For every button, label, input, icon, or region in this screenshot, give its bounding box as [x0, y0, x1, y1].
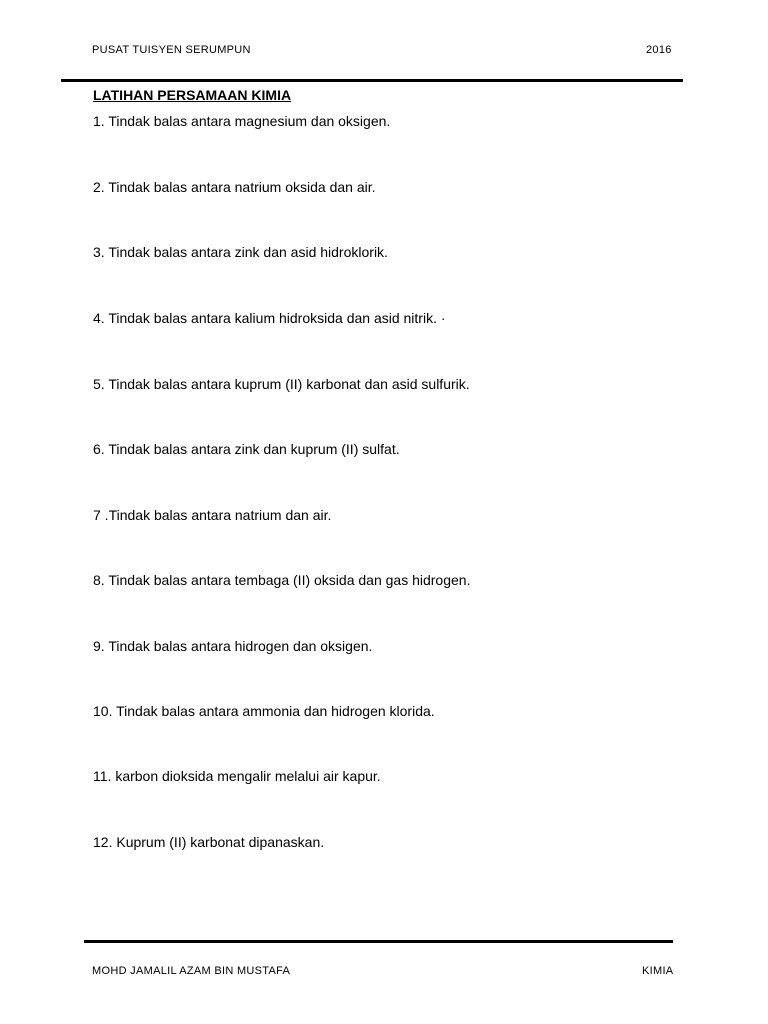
question-item-8: 8. Tindak balas antara tembaga (II) oksida dan gas hidrogen. [93, 572, 471, 588]
question-item-3: 3. Tindak balas antara zink dan asid hidroklorik. [93, 244, 388, 260]
header-divider [61, 79, 683, 82]
question-item-7: 7 .Tindak balas antara natrium dan air. [93, 507, 332, 523]
question-item-5: 5. Tindak balas antara kuprum (II) karbonat dan asid sulfurik. [93, 376, 470, 392]
footer-subject: KIMIA [642, 965, 674, 977]
footer-author: MOHD JAMALIL AZAM BIN MUSTAFA [92, 965, 291, 977]
header-institution: PUSAT TUISYEN SERUMPUN [92, 44, 251, 56]
question-item-1: 1. Tindak balas antara magnesium dan oksigen. [93, 113, 391, 129]
question-item-9: 9. Tindak balas antara hidrogen dan oksigen. [93, 638, 373, 654]
question-item-4: 4. Tindak balas antara kalium hidroksida dan asid nitrik. · [93, 310, 446, 326]
page-title: LATIHAN PERSAMAAN KIMIA [93, 87, 292, 103]
question-item-2: 2. Tindak balas antara natrium oksida dan air. [93, 179, 376, 195]
question-item-12: 12. Kuprum (II) karbonat dipanaskan. [93, 834, 325, 850]
question-item-10: 10. Tindak balas antara ammonia dan hidrogen klorida. [93, 703, 435, 719]
header-year: 2016 [646, 44, 672, 56]
footer-divider [84, 940, 673, 943]
question-item-11: 11. karbon dioksida mengalir melalui air kapur. [93, 768, 381, 784]
question-item-6: 6. Tindak balas antara zink dan kuprum (II) sulfat. [93, 441, 400, 457]
